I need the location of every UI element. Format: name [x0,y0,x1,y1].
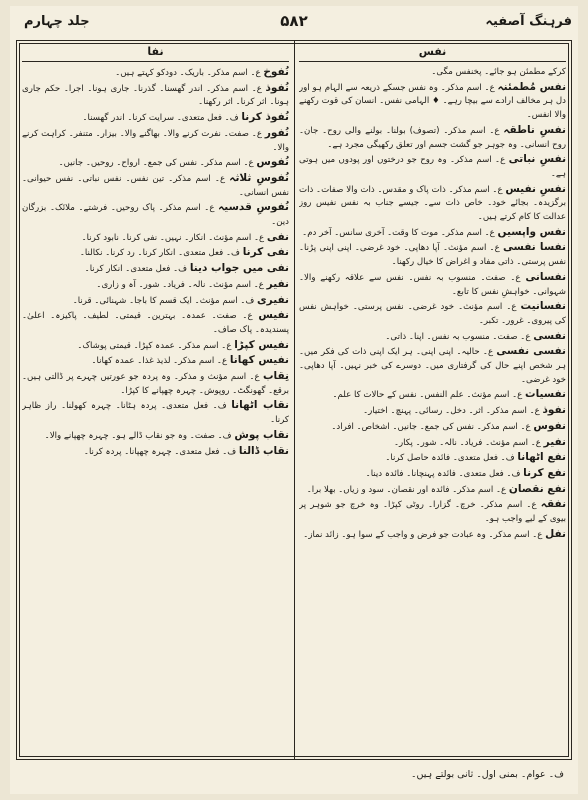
entry-headword: نفسا نفسی [502,241,566,254]
dictionary-entry [299,66,566,80]
entry-headword: نفیری [257,293,289,306]
dictionary-entry [299,124,566,152]
entry-definition: ع۔ اسم مذکر۔ (تصوف) بولنا۔ بولنے والی روح۔ جان۔ روح انسانی۔ وہ جوہر جو گشت جسم اور تعلق رکھیگی مجرد ہے۔ [299,125,566,150]
entry-definition: ع۔ اسم مؤنث و مذکر۔ وہ پردہ جو عورتیں چہرے پر ڈالتی ہیں۔ برقع۔ گھونگٹ۔ روپوش۔ چہرہ چھپانے کا کپڑا۔ [22,372,289,396]
entry-definition: کرکے مطمئن ہو جائے۔ پخنفس مگی۔ [431,67,566,77]
entry-definition: ع۔ اسم مذکر۔ باریک۔ دودکو کہتے ہیں۔ [115,68,261,78]
dictionary-page [10,6,578,794]
entry-headword: نفی میں جواب دینا [189,262,289,275]
left-column [22,45,289,753]
entry-headword: نقاب ڈالنا [238,444,289,457]
entry-definition: ع۔ صفت۔ منسوب بہ نفس۔ اپنا۔ ذاتی۔ [385,331,531,342]
entry-definition: ف۔ فعل متعدی۔ انکار کرنا۔ رد کرنا۔ نکالنا۔ [79,248,240,259]
dictionary-entry [299,420,566,435]
entry-headword: نفیس کھانا [229,354,289,367]
dictionary-entry [299,300,566,328]
entry-definition: ف۔ فعل متعدی۔ سرایت کرنا۔ اندر گھسنا۔ [82,113,239,124]
entry-headword: نفی کرنا [242,246,289,259]
entry-headword: نفسانیت [520,300,566,313]
entry-definition: ف۔ فعل متعدی۔ پردہ ہٹانا۔ چہرہ کھولنا۔ راز ظاہر کرنا۔ [22,401,289,426]
entry-definition: ع۔ اسم مؤنث۔ خود غرضی۔ نفس پرستی۔ خواہش نفس کی پیروی۔ غرور۔ تکبر۔ [299,302,566,326]
dictionary-entry [299,436,566,451]
entry-headword: نفسی نفسی [496,345,566,358]
dictionary-entry [22,66,289,81]
entry-headword: نفسی [533,329,566,342]
volume-label: جلد چہارم [24,14,90,29]
dictionary-entry [22,354,289,369]
entry-definition: ع۔ اسم مذکر۔ فائدہ اور نقصان۔ سود و زیاں۔ بھلا برا۔ [306,484,507,495]
dictionary-entry [299,81,566,123]
dictionary-entry [22,370,289,398]
entry-definition: ع۔ اسم مذکر۔ اندر گھسنا۔ گذرنا۔ جاری ہونا۔ اجرا۔ حکم جاری ہونا۔ اثر کرنا۔ اثر رکھنا۔ [22,83,289,108]
dictionary-entry [299,451,566,466]
entry-definition: ع۔ اسم مؤنث۔ آپا دھاپی۔ خود غرضی۔ اپنی اپنی پڑنا۔ نفس پرستی۔ ذاتی مفاد و اغراض کا خیال رکھنا۔ [299,243,566,268]
entry-headword: نفع اٹھانا [517,451,566,464]
entry-headword: نفیس کپڑا [234,338,289,351]
dictionary-entry [299,330,566,345]
dictionary-entry [299,345,566,387]
entry-headword: نفسِ نباتی [508,153,566,166]
dictionary-entry [299,528,566,543]
entry-definition: ف۔ فعل متعدی۔ فائدہ حاصل کرنا۔ [385,453,515,464]
entry-definition: ف۔ صفت۔ وہ جو نقاب ڈالے ہو۔ چہرہ چھپانے والا۔ [44,430,232,441]
dictionary-entry [22,246,289,261]
entry-headword: نُفوسِ قدسیہ [218,201,289,214]
entry-headword: نفی [266,230,289,243]
book-title: فرہنگ آصفیہ [485,14,572,29]
entry-definition: ع۔ اسم مذکر۔ لذیذ غذا۔ عمدہ کھانا۔ [91,356,228,367]
entry-definition: ع۔ اسم مذکر۔ عمدہ کپڑا۔ قیمتی پوشاک۔ [77,340,232,351]
entry-headword: نُفوخ [263,66,289,78]
text-frame [16,40,572,760]
entry-headword: نفسِ ناطقہ [503,123,566,136]
entry-headword: نفسیات [525,388,566,401]
entry-headword: نُفوذ کرنا [241,111,289,124]
dictionary-entry [22,127,289,155]
entry-headword: نفوس [533,419,566,432]
dictionary-entry [22,278,289,293]
right-column [299,45,566,753]
page-header [10,6,578,36]
entry-headword: نُفوسِ ثلاثہ [229,171,289,184]
dictionary-entry [22,156,289,171]
left-column-heading: نفا [22,45,289,62]
dictionary-entry [22,111,289,126]
entry-headword: نفسانی [525,270,566,283]
entry-headword: نُفوس [256,156,289,169]
entry-definition: ع۔ اسم مؤنث۔ علم النفس۔ نفس کے حالات کا علم۔ [332,390,523,401]
entry-headword: نقاب اٹھانا [231,399,289,412]
entry-definition: ع۔ اسم مؤنث۔ فریاد۔ نالہ۔ شور۔ پکار۔ [393,437,541,448]
entry-definition: ع۔ اسم مؤنث۔ نالہ۔ فریاد۔ شور۔ آہ و زاری۔ [96,279,264,290]
entry-definition: ع۔ اسم مذکر۔ وہ عبادت جو فرض و واجب کے سوا ہو۔ زائد نماز۔ [303,529,543,540]
dictionary-entry [22,429,289,444]
dictionary-entry [299,388,566,403]
entry-headword: نفسِ نفیس [505,182,566,195]
entry-headword: نفقہ [540,498,566,511]
dictionary-entry [299,226,566,241]
dictionary-entry [22,294,289,309]
right-column-heading: نفس [299,45,566,62]
page-number: ۵۸۲ [280,12,308,30]
dictionary-entry [22,262,289,277]
entry-definition: ع۔ صفت۔ عمدہ۔ بہترین۔ قیمتی۔ لطیف۔ پاکیزہ۔ اعلیٰ۔ پسندیدہ۔ پاک صاف۔ [22,311,289,335]
entry-definition: ع۔ صفت۔ نفرت کرنے والا۔ بھاگنے والا۔ بیزار۔ متنفر۔ کراہت کرنے والا۔ [22,128,289,153]
entry-definition: ع۔ اسم مذکر۔ خرچ۔ گزارا۔ روٹی کپڑا۔ وہ خرچ جو شوہر پر بیوی کے لیے واجب ہو۔ [299,500,566,525]
dictionary-entry [299,467,566,482]
entry-headword: نفل [545,527,566,540]
entry-definition: ف۔ اسم مؤنث۔ ایک قسم کا باجا۔ شہنائی۔ قرنا۔ [72,295,255,306]
entry-definition: ع۔ اسم مذکر۔ نفس کی جمع۔ ارواح۔ روحیں۔ جانیں۔ [58,158,254,169]
entry-definition: ع۔ اسم مذکر۔ ذات پاک و مقدس۔ ذات والا صفات۔ ذات برگزیدہ۔ بجائے خود۔ خاص ذات سے۔ جیسے جناب بہ نفس نفیس روز عدالت کا کام کرتے ہیں۔ [299,184,566,223]
entry-definition: ف۔ فعل متعدی۔ فائدہ پہنچانا۔ فائدہ دینا۔ [365,468,521,479]
dictionary-entry [299,153,566,181]
entry-definition: ع۔ اسم مذکر۔ وہ نفس جسکے ذریعہ سے الہام ہو اور دل ہر مخالف ارادے سے بیچا رہے۔ ♦ الہامی نفس۔ انسان کی قوت رکھنے والا انفس۔ [299,82,566,121]
entry-headword: نفع نقصان [508,482,566,495]
dictionary-entry [22,309,289,337]
entry-definition: ف۔ فعل متعدی۔ انکار کرنا۔ [84,264,188,275]
entry-headword: نِقاب [263,370,289,383]
left-column-entries [22,66,289,459]
column-divider [294,41,295,759]
dictionary-entry [22,339,289,354]
page-footer [16,766,572,784]
dictionary-entry [299,183,566,225]
entry-definition: ع۔ اسم مؤنث۔ انکار۔ نہیں۔ نفی کرنا۔ نابود کرنا۔ [81,232,265,243]
entry-definition: ع۔ اسم مذکر۔ پاک روحیں۔ فرشتے۔ ملائک۔ بزرگان دین۔ [22,203,289,228]
dictionary-entry [22,172,289,200]
dictionary-entry [22,399,289,427]
entry-definition: ع۔ اسم مذکر۔ نفس کی جمع۔ جانیں۔ اشخاص۔ افراد۔ [331,421,531,432]
entry-headword: نفس واپسیں [497,225,566,238]
entry-headword: نفیر [266,277,289,290]
right-column-entries [299,66,566,543]
entry-definition: ع۔ حالیہ۔ اپنی اپنی۔ ہر ایک اپنی ذات کی فکر میں۔ ہر شخص اپنے حال کی گرفتاری میں۔ دوسرے کی خبر نہیں۔ آپا دھاپی۔ خود غرضی۔ [299,347,566,385]
entry-definition: ع۔ صفت۔ منسوب بہ نفس۔ نفس سے علاقہ رکھنے والا۔ شہوانی۔ خواہشِ نفس کا تابع۔ [299,272,566,297]
entry-headword: نفیر [543,435,566,448]
entry-definition: ع۔ اسم مذکر۔ اثر۔ دخل۔ رسائی۔ پہنچ۔ اختیار۔ [363,406,540,417]
dictionary-entry [299,483,566,498]
entry-headword: نفس مُطمئنہ [497,80,566,93]
entry-headword: نُفوذ [265,81,289,94]
dictionary-entry [22,201,289,229]
dictionary-entry [22,82,289,110]
entry-headword: نفیس [258,309,289,322]
dictionary-entry [299,404,566,419]
entry-definition: ف۔ فعل متعدی۔ چہرہ چھپانا۔ پردہ کرنا۔ [83,446,237,457]
dictionary-entry [22,445,289,460]
entry-headword: نفع کرنا [523,466,566,479]
entry-definition: ع۔ اسم مذکر۔ وہ روح جو درختوں اور پودوں میں ہوتی ہے۔ [299,155,566,179]
entry-headword: نُفور [264,126,289,139]
entry-headword: نقاب پوش [234,428,289,441]
dictionary-entry [299,271,566,299]
dictionary-entry [299,498,566,526]
entry-definition: ع۔ اسم مذکر۔ تین نفس۔ نفس نباتی۔ نفس حیوانی۔ نفس انسانی۔ [22,173,289,198]
entry-headword: نفوذ [542,404,566,417]
dictionary-entry [299,241,566,269]
footnote: ف۔ عوام۔ بمنی اول۔ ثانی بولتے ہیں۔ [410,769,564,780]
dictionary-entry [22,231,289,246]
entry-definition: ع۔ اسم مذکر۔ موت کا وقت۔ آخری سانس۔ آخر دم۔ [302,227,495,238]
